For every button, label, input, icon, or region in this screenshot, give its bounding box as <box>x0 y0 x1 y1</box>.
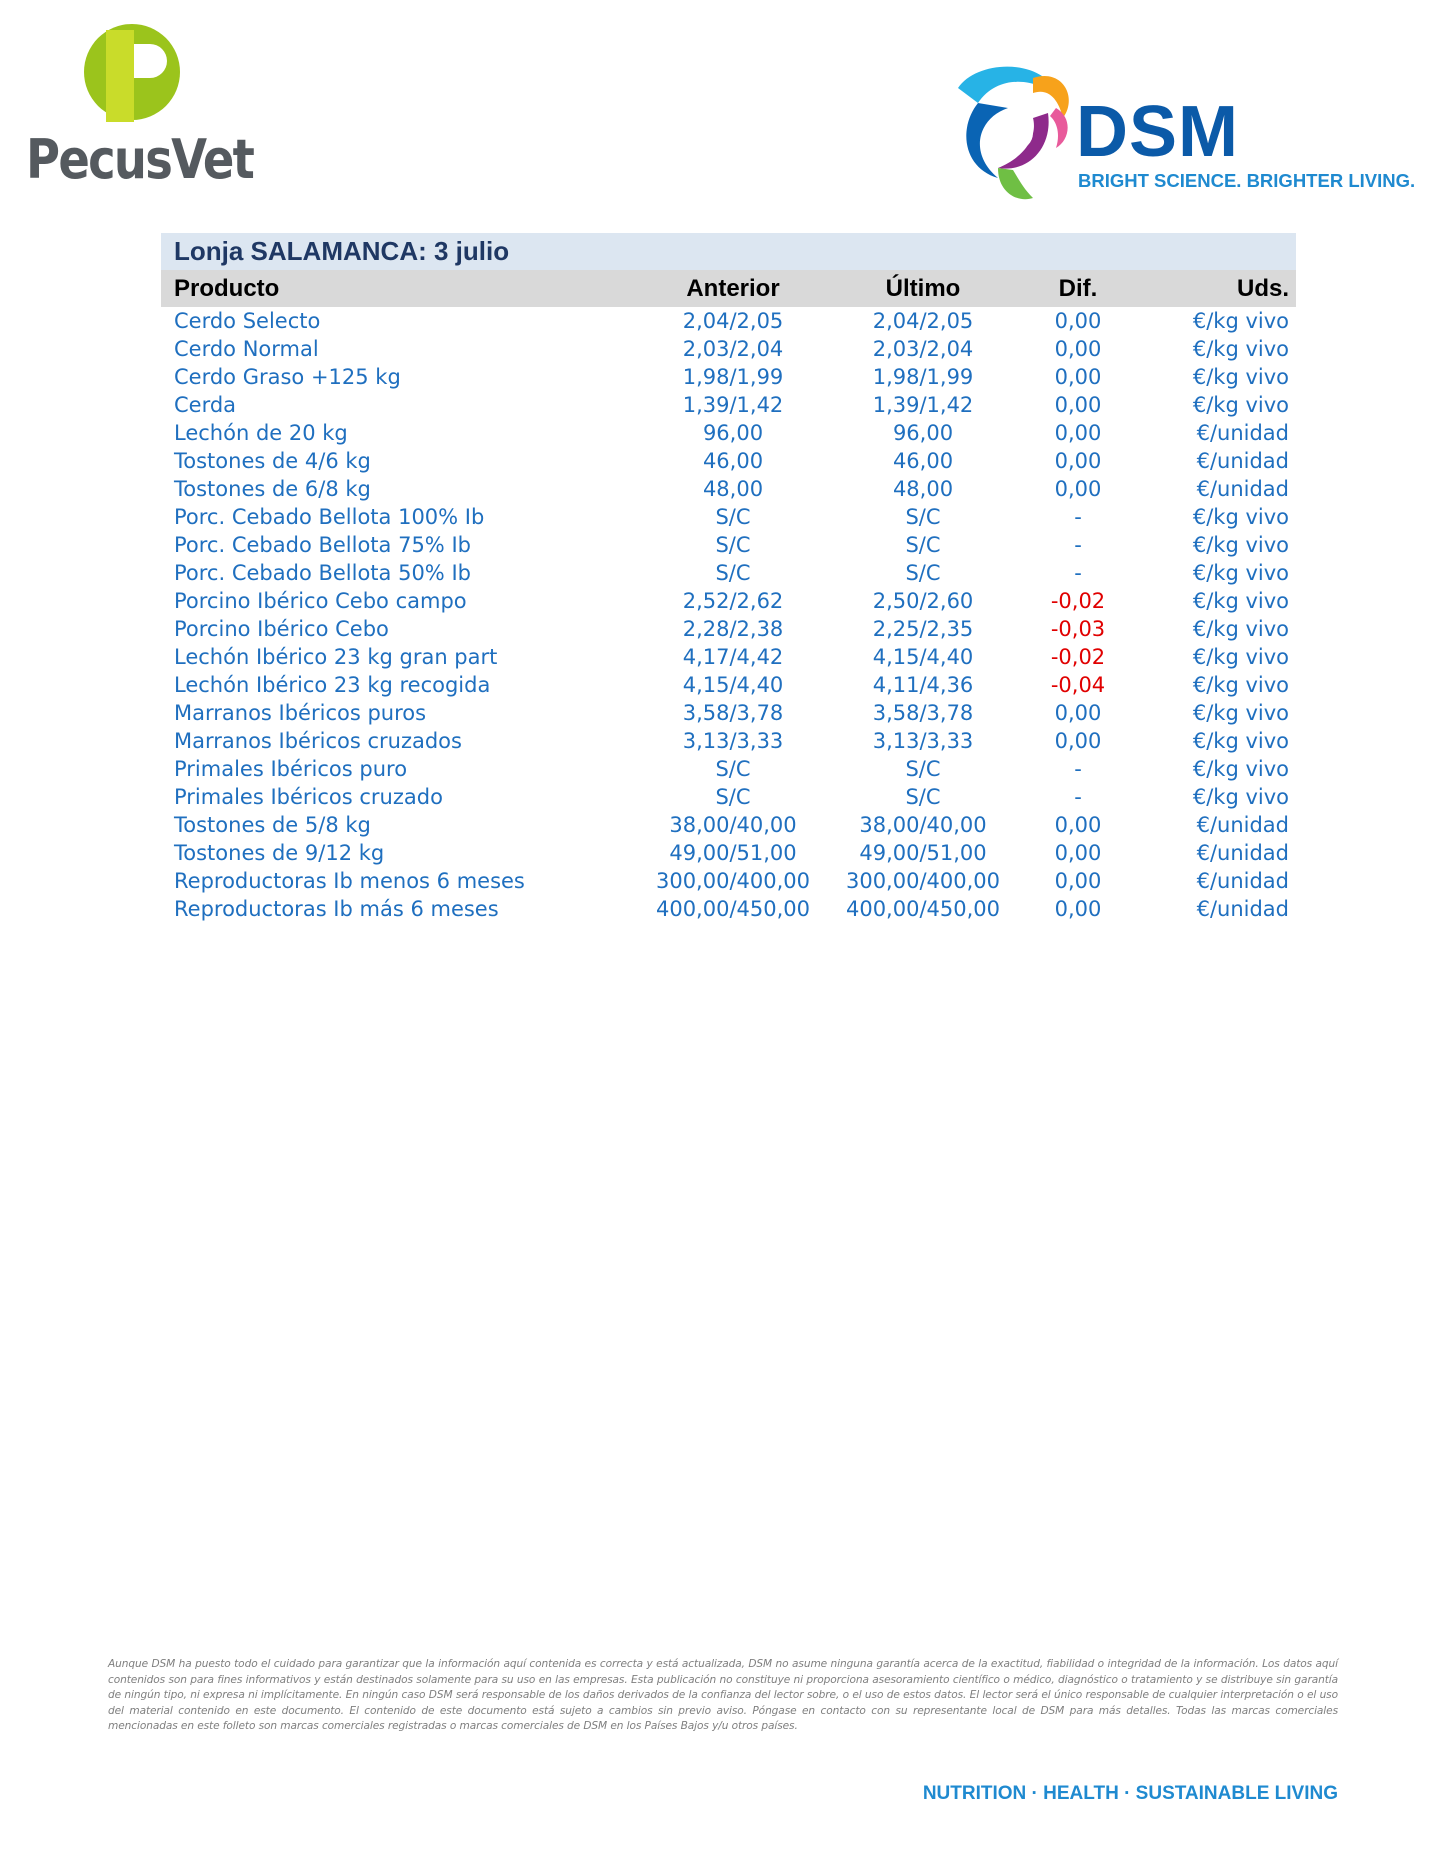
cell-producto: Tostones de 6/8 kg <box>174 477 371 501</box>
cell-producto: Porcino Ibérico Cebo <box>174 617 389 641</box>
cell-dif: 0,00 <box>1054 449 1102 473</box>
table-row <box>161 755 1296 783</box>
dsm-swirl-logo-icon <box>938 58 1088 208</box>
cell-ultimo: S/C <box>905 533 941 557</box>
table-row <box>161 839 1296 867</box>
cell-producto: Marranos Ibéricos cruzados <box>174 729 462 753</box>
cell-producto: Porc. Cebado Bellota 50% Ib <box>174 561 471 585</box>
cell-producto: Reproductoras Ib más 6 meses <box>174 897 499 921</box>
cell-producto: Cerda <box>174 393 237 417</box>
cell-ultimo: 2,04/2,05 <box>872 309 974 333</box>
cell-ultimo: 38,00/40,00 <box>859 813 987 837</box>
table-row <box>161 419 1296 447</box>
table-row <box>161 643 1296 671</box>
cell-uds: €/kg vivo <box>1192 393 1289 417</box>
cell-ultimo: S/C <box>905 561 941 585</box>
cell-uds: €/unidad <box>1196 449 1289 473</box>
cell-uds: €/unidad <box>1196 421 1289 445</box>
table-row <box>161 447 1296 475</box>
cell-ultimo: 4,11/4,36 <box>872 673 974 697</box>
table-row <box>161 587 1296 615</box>
cell-anterior: 1,98/1,99 <box>682 365 784 389</box>
cell-dif: -0,02 <box>1050 645 1106 669</box>
cell-dif: 0,00 <box>1054 337 1102 361</box>
cell-uds: €/kg vivo <box>1192 617 1289 641</box>
disclaimer-text: Aunque DSM ha puesto todo el cuidado para garantizar que la información aquí contenida es correcta y está actualizada, DSM no asume ninguna garantía acerca de la exactitud, fiabilidad o integridad de la información. Los datos aquí contenidos son para fines informativos y están destinados solamente para su uso en las empresas. Esta publicación no constituye ni proporciona asesoramiento científico o médico, diagnóstico o tratamiento y se distribuye sin garantía de ningún tipo, ni expresa ni implícitamente. En ningún caso DSM será responsable de los daños derivados de la confianza del lector sobre, o el uso de estos datos. El lector será el único responsable de cualquier interpretación o el uso del material contenido en este documento. El contenido de este documento está sujeto a cambios sin previo aviso. Póngase en contacto con su representante local de DSM para más detalles. Todas las marcas comerciales mencionadas en este folleto son marcas comerciales registradas o marcas comerciales de DSM en los Países Bajos y/u otros países. <box>108 1658 1338 1733</box>
dsm-wordmark: DSM <box>1076 92 1239 172</box>
cell-anterior: 4,17/4,42 <box>682 645 784 669</box>
header-ultimo: Último <box>885 275 961 302</box>
cell-producto: Porcino Ibérico Cebo campo <box>174 589 467 613</box>
cell-uds: €/kg vivo <box>1192 309 1289 333</box>
cell-dif: 0,00 <box>1054 393 1102 417</box>
cell-uds: €/unidad <box>1196 841 1289 865</box>
cell-uds: €/kg vivo <box>1192 673 1289 697</box>
cell-ultimo: S/C <box>905 785 941 809</box>
cell-anterior: 300,00/400,00 <box>655 869 811 893</box>
table-header-row <box>161 270 1296 307</box>
cell-dif: 0,00 <box>1054 421 1102 445</box>
cell-ultimo: 400,00/450,00 <box>845 897 1001 921</box>
cell-dif: - <box>1074 561 1082 585</box>
table-row <box>161 615 1296 643</box>
cell-ultimo: 1,98/1,99 <box>872 365 974 389</box>
cell-uds: €/kg vivo <box>1192 785 1289 809</box>
cell-anterior: 49,00/51,00 <box>669 841 797 865</box>
cell-uds: €/kg vivo <box>1192 729 1289 753</box>
cell-producto: Cerdo Graso +125 kg <box>174 365 401 389</box>
cell-producto: Lechón de 20 kg <box>174 421 348 445</box>
cell-uds: €/unidad <box>1196 869 1289 893</box>
cell-uds: €/kg vivo <box>1192 589 1289 613</box>
cell-dif: -0,04 <box>1050 673 1106 697</box>
cell-dif: 0,00 <box>1054 701 1102 725</box>
cell-dif: 0,00 <box>1054 897 1102 921</box>
table-title: Lonja SALAMANCA: 3 julio <box>161 233 1296 270</box>
cell-dif: -0,03 <box>1050 617 1106 641</box>
cell-uds: €/kg vivo <box>1192 505 1289 529</box>
table-row <box>161 363 1296 391</box>
cell-producto: Porc. Cebado Bellota 75% Ib <box>174 533 471 557</box>
cell-ultimo: 48,00 <box>892 477 954 501</box>
cell-dif: 0,00 <box>1054 841 1102 865</box>
cell-producto: Cerdo Normal <box>174 337 319 361</box>
cell-uds: €/kg vivo <box>1192 645 1289 669</box>
cell-dif: - <box>1074 757 1082 781</box>
cell-dif: 0,00 <box>1054 813 1102 837</box>
table-row <box>161 895 1296 923</box>
footer-tagline: NUTRITION · HEALTH · SUSTAINABLE LIVING <box>922 1783 1338 1804</box>
cell-anterior: 400,00/450,00 <box>655 897 811 921</box>
cell-ultimo: S/C <box>905 505 941 529</box>
cell-anterior: 2,03/2,04 <box>682 337 784 361</box>
cell-anterior: 2,52/2,62 <box>682 589 784 613</box>
table-row <box>161 811 1296 839</box>
cell-producto: Cerdo Selecto <box>174 309 321 333</box>
cell-anterior: 4,15/4,40 <box>682 673 784 697</box>
cell-producto: Marranos Ibéricos puros <box>174 701 427 725</box>
dsm-tagline: BRIGHT SCIENCE. BRIGHTER LIVING. <box>1078 170 1416 191</box>
cell-dif: - <box>1074 785 1082 809</box>
pecusvet-wordmark: PecusVet <box>26 128 254 191</box>
cell-dif: 0,00 <box>1054 869 1102 893</box>
cell-producto: Lechón Ibérico 23 kg recogida <box>174 673 491 697</box>
header-dif: Dif. <box>1058 275 1098 302</box>
cell-dif: - <box>1074 533 1082 557</box>
cell-dif: 0,00 <box>1054 477 1102 501</box>
cell-ultimo: 3,13/3,33 <box>872 729 974 753</box>
table-row <box>161 783 1296 811</box>
cell-producto: Tostones de 9/12 kg <box>174 841 385 865</box>
cell-uds: €/kg vivo <box>1192 533 1289 557</box>
cell-ultimo: 46,00 <box>892 449 954 473</box>
cell-ultimo: 300,00/400,00 <box>845 869 1001 893</box>
cell-uds: €/kg vivo <box>1192 757 1289 781</box>
table-row <box>161 699 1296 727</box>
cell-producto: Lechón Ibérico 23 kg gran part <box>174 645 498 669</box>
cell-ultimo: 2,03/2,04 <box>872 337 974 361</box>
cell-anterior: 2,04/2,05 <box>682 309 784 333</box>
cell-anterior: 2,28/2,38 <box>682 617 784 641</box>
cell-anterior: 1,39/1,42 <box>682 393 784 417</box>
cell-anterior: S/C <box>715 785 751 809</box>
cell-anterior: 38,00/40,00 <box>669 813 797 837</box>
cell-producto: Tostones de 4/6 kg <box>174 449 371 473</box>
header-uds: Uds. <box>1236 275 1289 302</box>
cell-dif: - <box>1074 505 1082 529</box>
table-row <box>161 503 1296 531</box>
cell-ultimo: 96,00 <box>892 421 954 445</box>
cell-anterior: 48,00 <box>702 477 764 501</box>
cell-uds: €/kg vivo <box>1192 561 1289 585</box>
table-row <box>161 531 1296 559</box>
cell-dif: 0,00 <box>1054 309 1102 333</box>
cell-producto: Porc. Cebado Bellota 100% Ib <box>174 505 485 529</box>
cell-uds: €/kg vivo <box>1192 701 1289 725</box>
cell-anterior: 46,00 <box>702 449 764 473</box>
table-row <box>161 335 1296 363</box>
header-producto: Producto <box>174 275 280 302</box>
cell-anterior: 3,13/3,33 <box>682 729 784 753</box>
cell-producto: Primales Ibéricos cruzado <box>174 785 443 809</box>
table-row <box>161 671 1296 699</box>
cell-uds: €/unidad <box>1196 897 1289 921</box>
table-body <box>161 307 1296 923</box>
cell-dif: 0,00 <box>1054 729 1102 753</box>
cell-anterior: S/C <box>715 757 751 781</box>
cell-uds: €/unidad <box>1196 477 1289 501</box>
cell-anterior: S/C <box>715 505 751 529</box>
cell-dif: -0,02 <box>1050 589 1106 613</box>
cell-producto: Tostones de 5/8 kg <box>174 813 371 837</box>
cell-ultimo: 2,50/2,60 <box>872 589 974 613</box>
cell-anterior: S/C <box>715 533 751 557</box>
cell-ultimo: 1,39/1,42 <box>872 393 974 417</box>
cell-anterior: 3,58/3,78 <box>682 701 784 725</box>
cell-ultimo: 4,15/4,40 <box>872 645 974 669</box>
cell-ultimo: 49,00/51,00 <box>859 841 987 865</box>
cell-anterior: S/C <box>715 561 751 585</box>
cell-anterior: 96,00 <box>702 421 764 445</box>
cell-producto: Reproductoras Ib menos 6 meses <box>174 869 525 893</box>
cell-producto: Primales Ibéricos puro <box>174 757 408 781</box>
cell-ultimo: S/C <box>905 757 941 781</box>
header-anterior: Anterior <box>686 275 780 302</box>
table-row <box>161 475 1296 503</box>
table-row <box>161 867 1296 895</box>
cell-uds: €/unidad <box>1196 813 1289 837</box>
table-row <box>161 727 1296 755</box>
table-row <box>161 391 1296 419</box>
price-table <box>161 233 1296 923</box>
cell-uds: €/kg vivo <box>1192 365 1289 389</box>
cell-dif: 0,00 <box>1054 365 1102 389</box>
table-row <box>161 559 1296 587</box>
cell-uds: €/kg vivo <box>1192 337 1289 361</box>
cell-ultimo: 2,25/2,35 <box>872 617 974 641</box>
table-row <box>161 307 1296 335</box>
cell-ultimo: 3,58/3,78 <box>872 701 974 725</box>
